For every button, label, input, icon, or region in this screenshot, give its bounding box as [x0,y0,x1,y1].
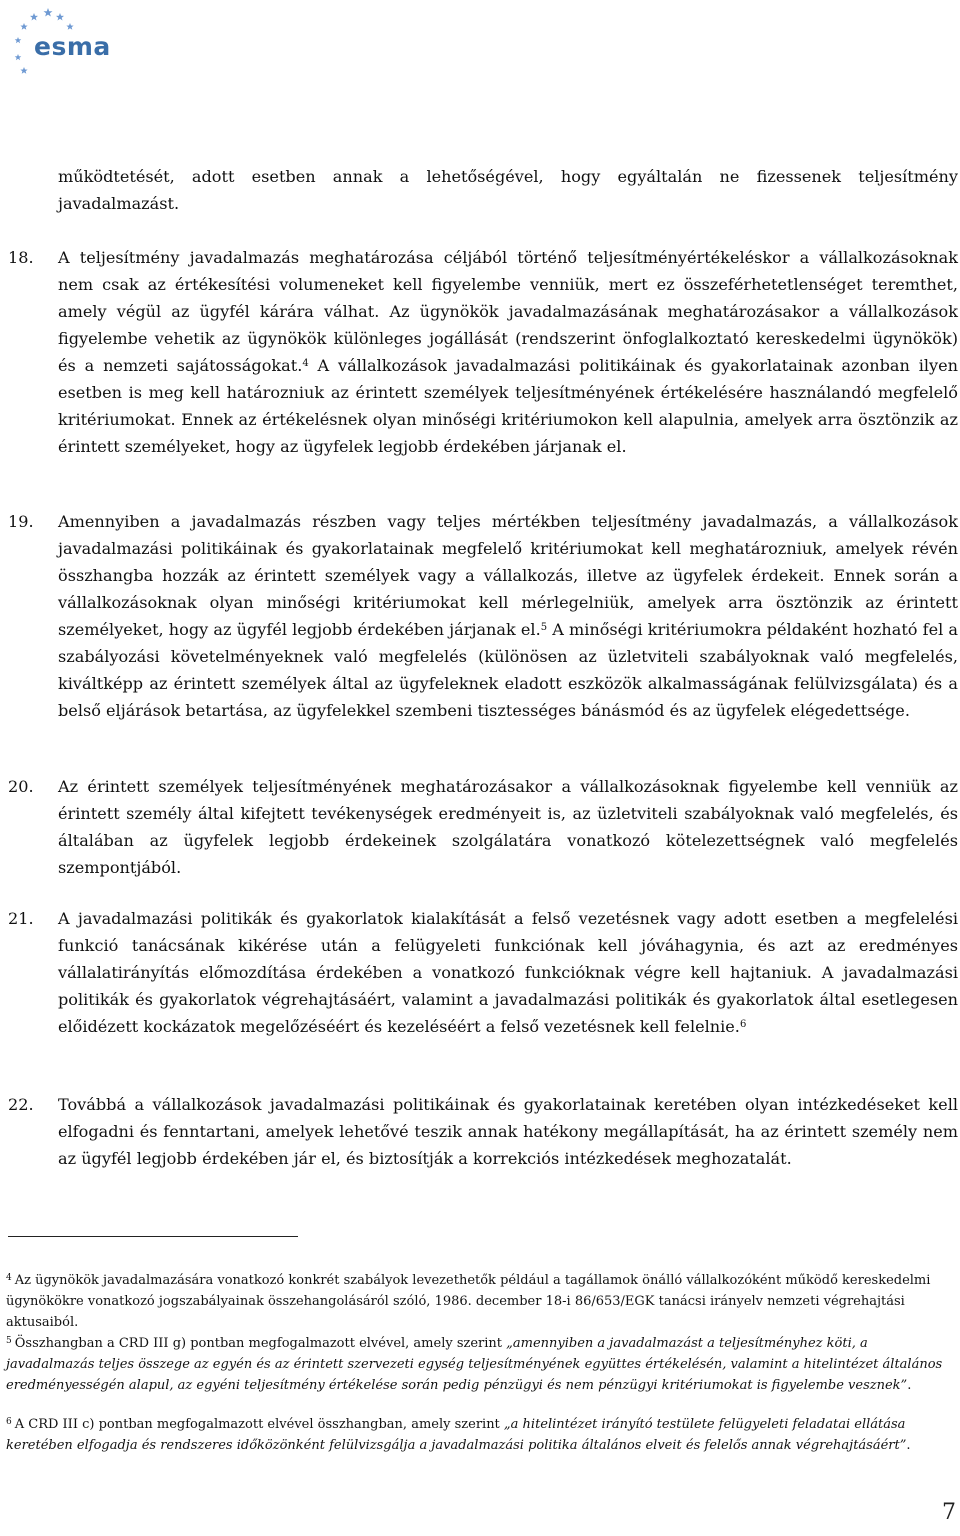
footnote-ref: 6 [739,1019,747,1030]
paragraph-text: A teljesítmény javadalmazás meghatározása céljából történő teljesítményértékeléskor a vállalkozásoknak nem csak az értékesítési volumeneket kell figyelembe venniük, mert ez összeférhetetlenséget teremthet, amely végül az ügyfél kárára válhat. Az ügynökök javadalmazásának meghatározásakor a vállalkozások figyelembe vehetik az ügynökök különleges jogállását (rendszerint önfoglalkoztató kereskedelmi ügynökök) és a nemzeti sajátosságokat.$^4$ A vállalkozások javadalmazási politikáinak és gyakorlatainak azonban ilyen esetben is meg kell határozniuk az érintett személyek teljesítményének értékelésére használandó megfelelő kritériumokat. Ennek az értékelésnek olyan minőségi kritériumokon kell alapulnia, amelyek arra ösztönzik az érintett személyeket, hogy az ügyfelek legjobb érdekében járjanak el. [58,248,959,456]
paragraph-22 [8,1091,958,1172]
paragraph-number: 21. [8,909,34,928]
paragraph-text: Az érintett személyek teljesítményének meghatározásakor a vállalkozásoknak figyelembe kell venniük az érintett személy által kifejtett tevékenységek eredményeit is, az üzletviteli szabályoknak való megfelelés, és általában az ügyfelek legjobb érdekeinek szolgálatára vonatkozó kötelezettségnek való megfelelés szempontjából. [58,777,958,877]
paragraph-text: Amennyiben a javadalmazás részben vagy teljes mértékben teljesítmény javadalmazás, a vállalkozások javadalmazási politikáinak és gyakorlatainak megfelelő kritériumokat kell meghatározniuk, amelyek révén összhangba hozzák az érintett személyek vagy a vállalkozás, illetve az ügyfelek érdekeit. Ennek során a vállalkozásoknak olyan minőségi kritériumokat kell mérlegelniük, amelyek arra ösztönzik az érintett személyeket, hogy az ügyfél legjobb érdekében járjanak el.$^5$ A minőségi kritériumokra példaként hozható fel a szabályozási követelményeknek való megfelelés (különösen az üzletviteli szabályoknak való megfelelés, kiváltképp az érintett személyek által az ügyfeleknek eladott eszközök alkalmasságának felülvizsgálata) és a belső eljárások betartása, az ügyfelekkel szembeni tisztességes bánásmód és az ügyfelek elégedettsége. [58,512,958,720]
paragraph-18 [8,244,958,460]
logo-wordmark: esma [34,32,111,61]
footnote-number: 6 [6,1417,12,1427]
footnote-ref: 4 [302,358,309,369]
paragraph-number: 19. [8,512,34,531]
footnote-6: $^6$ A CRD III c) pontban megfogalmazott elvével összhangban, amely szerint „a hitelintézet irányító testülete felügyeleti feladatai ellátása keretében elfogadja és rendszeres időközönként felülvizsgálja a javadalmazási politika általános elveit és felelős annak végrehajtásáért”. [6,1417,911,1453]
paragraph-20 [8,773,958,881]
footnote-number: 5 [6,1336,12,1346]
intro-continuation: működtetését, adott esetben annak a lehetőségével, hogy egyáltalán ne fizessenek teljesítmény javadalmazást. [58,167,958,213]
page-number: 7 [942,1500,956,1525]
footnote-ref: 5 [540,622,548,633]
paragraph-number: 22. [8,1095,34,1114]
footnote-5: $^5$ Összhangban a CRD III g) pontban megfogalmazott elvével, amely szerint „amennyiben a javadalmazást a teljesítményhez köti, a javadalmazás teljes összege az egyén és az érintett szervezeti egység teljesítményének együttes értékelésén, valamint a hitelintézet általános eredményességén alapul, az egyéni teljesítmény értékelése során pedig pénzügyi és nem pénzügyi kritériumokat is figyelembe vesznek”. [6,1336,943,1393]
paragraph-text: A javadalmazási politikák és gyakorlatok kialakítását a felső vezetésnek vagy adott esetben a megfelelési funkció tanácsának kikérése után a felügyeleti funkciónak kell jóváhagynia, és azt az eredményes vállalatirányítás előmozdítása érdekében a vonatkozó funkcióknak végre kell hajtaniuk. A javadalmazási politikák és gyakorlatok végrehajtásáért, valamint a javadalmazási politikák és gyakorlatok által esetlegesen előidézett kockázatok megelőzéséért és kezeléséért a felső vezetésnek kell felelnie.$^6$ [58,909,958,1036]
paragraph-19 [8,508,958,724]
footnote-number: 4 [6,1273,12,1283]
paragraph-21 [8,905,958,1040]
esma-logo [4,2,134,82]
paragraph-text: Továbbá a vállalkozások javadalmazási politikáinak és gyakorlatainak keretében olyan intézkedéseket kell elfogadni és fenntartani, amelyek lehetővé teszik annak hatékony megállapítását, ha az érintett személy nem az ügyfél legjobb érdekében jár el, és biztosítják a korrekciós intézkedések meghozatalát. [58,1095,958,1168]
footnote-4: $^4$ Az ügynökök javadalmazására vonatkozó konkrét szabályok levezethetők például a tagállamok önálló vállalkozóként működő kereskedelmi ügynökökre vonatkozó jogszabályainak összehangolásáról szóló, 1986. december 18-i 86/653/EGK tanácsi irányelv nemzeti végrehajtási aktusaiból. [6,1273,931,1330]
footnote-separator [8,1236,298,1237]
paragraph-number: 20. [8,777,34,796]
paragraph-number: 18. [8,248,34,267]
